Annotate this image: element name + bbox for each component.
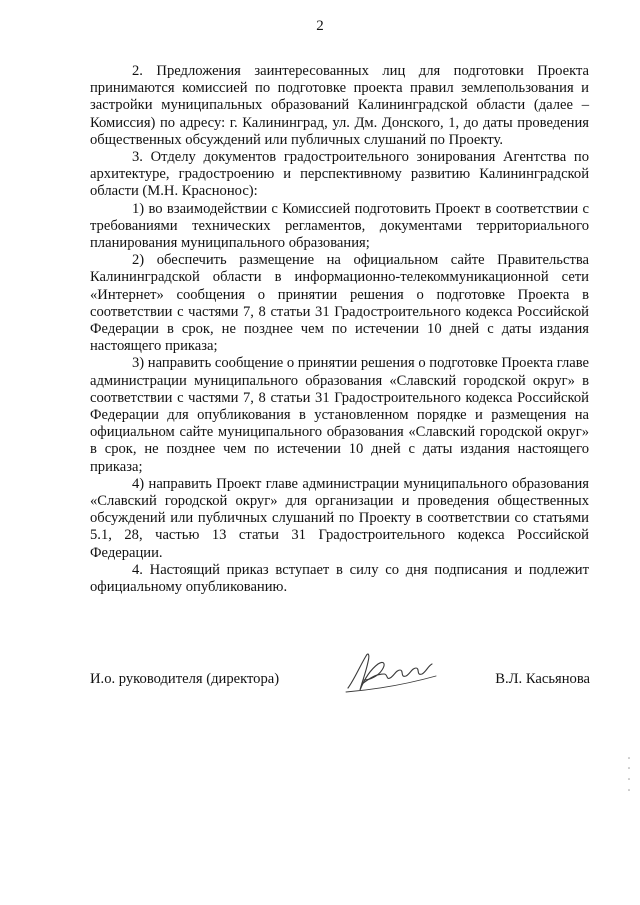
page-number: 2 bbox=[316, 18, 324, 34]
paragraph-item-2-proposals: 2. Предложения заинтересованных лиц для подготовки Проекта принимаются комиссией по подготовке проекта правил землепользования и застройки муниципальных образований Калининградской области (далее – Комиссия) по адресу: г. Калининград, ул. Дм. Донского, 1, до даты проведения общественных обсуждений или публичных слушаний по Проекту. bbox=[90, 63, 589, 148]
subparagraph-4-send-project: 4) направить Проект главе администрации муниципального образования «Славский городской округ» для организации и проведения общественных обсуждений или публичных слушаний по Проекту в соответствии со статьями 5.1, 28, частью 13 статьи 31 Градостроительного кодекса Российской Федерации. bbox=[90, 475, 589, 561]
signatory-position: И.о. руководителя (директора) bbox=[90, 671, 280, 687]
scan-edge-marks bbox=[627, 755, 631, 795]
subparagraph-2-publish-website: 2) обеспечить размещение на официальном сайте Правительства Калининградской области в информационно-телекоммуникационной сети «Интернет» сообщения о принятии решения о подготовке Проекта в соответствии с частями 7, 8 статьи 31 Градостроительного кодекса Российской Федерации в срок, не позднее чем по истечении 10 дней с даты издания настоящего приказа; bbox=[90, 252, 589, 355]
paragraph-item-3-department: 3. Отделу документов градостроительного зонирования Агентства по архитектуре, градостроению и перспективному развитию Калининградской области (М.Н. Краснонос): bbox=[90, 149, 589, 200]
handwritten-signature bbox=[340, 640, 450, 700]
signature-block bbox=[90, 640, 590, 700]
document-body bbox=[90, 63, 589, 596]
subparagraph-3-send-message: 3) направить сообщение о принятии решения о подготовке Проекта главе администрации муниципального образования «Славский городской округ» в соответствии с частями 7, 8 статьи 31 Градостроительного кодекса Российской Федерации для опубликования в установленном порядке и размещения на официальном сайте муниципального образования «Славский городской округ» в срок, не позднее чем по истечении 10 дней с даты издания настоящего приказа; bbox=[90, 355, 589, 475]
signatory-name: В.Л. Касьянова bbox=[495, 671, 590, 687]
subparagraph-1-prepare-project: 1) во взаимодействии с Комиссией подготовить Проект в соответствии с требованиями технических регламентов, документами территориального планирования муниципального образования; bbox=[90, 200, 589, 252]
paragraph-item-4-effective: 4. Настоящий приказ вступает в силу со дня подписания и подлежит официальному опубликованию. bbox=[90, 561, 589, 596]
